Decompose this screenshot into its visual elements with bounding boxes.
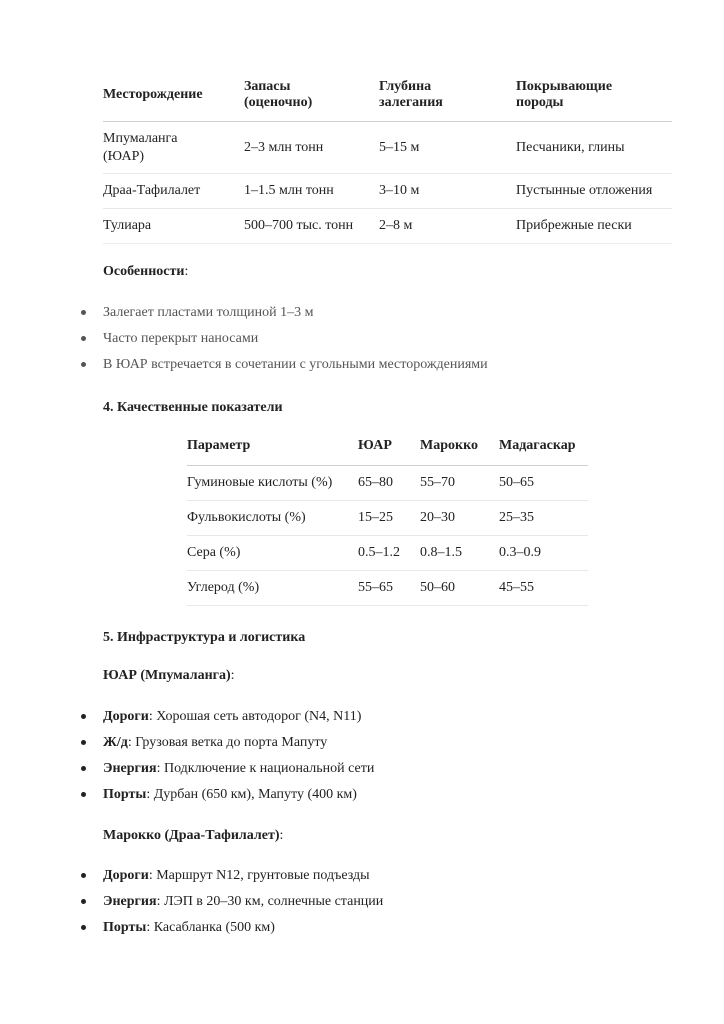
header-cell-madagascar: Мадагаскар	[499, 438, 576, 453]
list-item: Энергия: ЛЭП в 20–30 км, солнечные станции	[103, 889, 383, 915]
deposits-table	[103, 68, 672, 244]
rsa-heading: ЮАР (Мпумаланга):	[103, 668, 235, 683]
cell-rsa: 55–65	[358, 580, 393, 595]
cell-parameter: Гуминовые кислоты (%)	[187, 475, 333, 490]
list-item: Дороги: Хорошая сеть автодорог (N4, N11)	[103, 704, 374, 730]
header-cell-rsa: ЮАР	[358, 438, 392, 453]
bullet-icon	[81, 362, 86, 367]
header-cell-morocco: Марокко	[420, 438, 478, 453]
morocco-infrastructure-list	[103, 863, 383, 941]
cell-parameter: Фульвокислоты (%)	[187, 510, 306, 525]
list-item: Порты: Касабланка (500 км)	[103, 915, 383, 941]
header-cell-deposit: Месторождение	[103, 86, 203, 102]
cell-morocco: 55–70	[420, 475, 455, 490]
cell-cover: Прибрежные пески	[516, 218, 632, 233]
table-row	[187, 571, 588, 606]
header-cell-depth: Глубина залегания	[379, 78, 443, 110]
header-cell-cover: Покрывающие породы	[516, 78, 613, 110]
cell-madagascar: 25–35	[499, 510, 534, 525]
table-header-row	[187, 427, 588, 466]
cell-rsa: 65–80	[358, 475, 393, 490]
cell-parameter: Сера (%)	[187, 545, 241, 560]
table-row	[187, 466, 588, 501]
cell-deposit-name: Мпумаланга (ЮАР)	[103, 130, 178, 164]
bullet-icon	[81, 740, 86, 745]
list-item: В ЮАР встречается в сочетании с угольными месторождениями	[103, 352, 488, 378]
cell-cover: Песчаники, глины	[516, 139, 625, 155]
header-cell-parameter: Параметр	[187, 438, 251, 453]
cell-madagascar: 45–55	[499, 580, 534, 595]
rsa-infrastructure-list	[103, 704, 374, 808]
list-item: Дороги: Маршрут N12, грунтовые подъезды	[103, 863, 383, 889]
table-row	[187, 536, 588, 571]
table-row	[103, 209, 672, 244]
table-header-row	[103, 68, 672, 122]
cell-cover: Пустынные отложения	[516, 183, 653, 198]
bullet-icon	[81, 336, 86, 341]
bullet-icon	[81, 873, 86, 878]
cell-depth: 2–8 м	[379, 218, 413, 233]
table-row	[103, 122, 672, 174]
morocco-heading: Марокко (Драа-Тафилалет):	[103, 828, 284, 843]
cell-madagascar: 50–65	[499, 475, 534, 490]
features-list	[103, 300, 488, 378]
cell-depth: 3–10 м	[379, 183, 420, 198]
cell-reserves: 500–700 тыс. тонн	[244, 218, 354, 233]
bullet-icon	[81, 766, 86, 771]
cell-morocco: 0.8–1.5	[420, 545, 462, 560]
section-5-title: 5. Инфраструктура и логистика	[103, 630, 306, 645]
cell-rsa: 15–25	[358, 510, 393, 525]
quality-table	[187, 427, 588, 606]
header-cell-reserves: Запасы (оценочно)	[244, 78, 313, 110]
cell-reserves: 2–3 млн тонн	[244, 139, 324, 155]
table-row	[187, 501, 588, 536]
bullet-icon	[81, 925, 86, 930]
list-item: Часто перекрыт наносами	[103, 326, 488, 352]
bullet-icon	[81, 899, 86, 904]
bullet-icon	[81, 792, 86, 797]
cell-parameter: Углерод (%)	[187, 580, 260, 595]
list-item: Залегает пластами толщиной 1–3 м	[103, 300, 488, 326]
section-4-title: 4. Качественные показатели	[103, 400, 283, 415]
list-item: Порты: Дурбан (650 км), Мапуту (400 км)	[103, 782, 374, 808]
bullet-icon	[81, 310, 86, 315]
cell-deposit-name: Тулиара	[103, 218, 152, 233]
cell-depth: 5–15 м	[379, 139, 420, 155]
list-item: Энергия: Подключение к национальной сети	[103, 756, 374, 782]
table-row	[103, 174, 672, 209]
cell-deposit-name: Драа-Тафилалет	[103, 183, 201, 198]
bullet-icon	[81, 714, 86, 719]
features-heading: Особенности:	[103, 264, 189, 279]
list-item: Ж/д: Грузовая ветка до порта Мапуту	[103, 730, 374, 756]
cell-reserves: 1–1.5 млн тонн	[244, 183, 334, 198]
cell-madagascar: 0.3–0.9	[499, 545, 541, 560]
cell-morocco: 50–60	[420, 580, 455, 595]
cell-rsa: 0.5–1.2	[358, 545, 400, 560]
cell-morocco: 20–30	[420, 510, 455, 525]
